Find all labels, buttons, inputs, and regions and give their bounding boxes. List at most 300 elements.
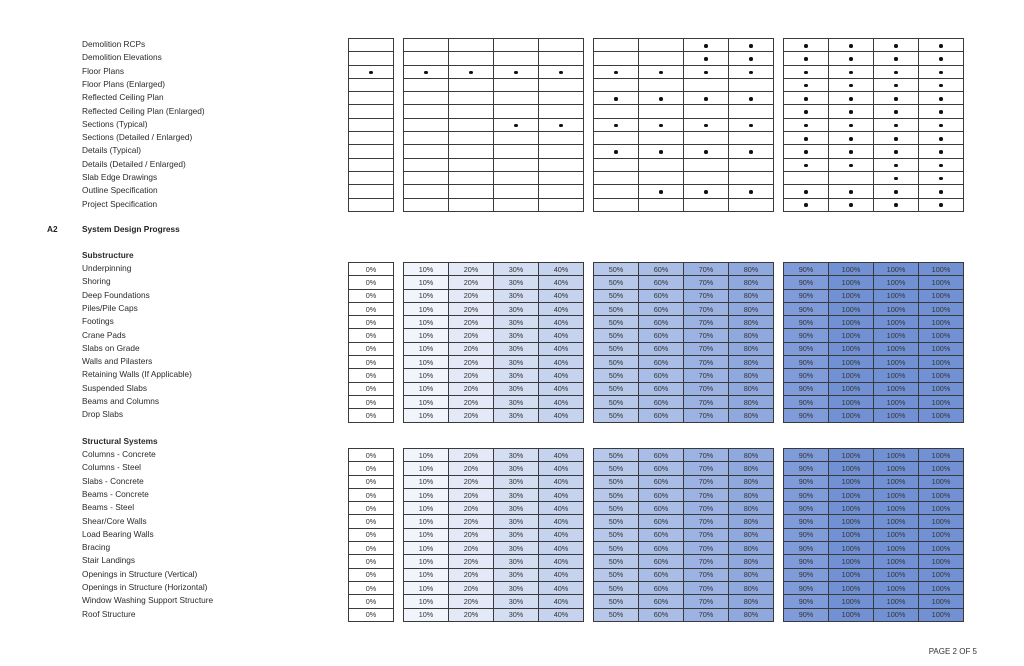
progress-cell: 70% <box>684 449 729 462</box>
bullet-dot-icon <box>939 150 943 154</box>
deliverable-cell <box>729 198 774 211</box>
deliverable-cell <box>729 118 774 131</box>
bullet-dot-icon <box>804 203 808 207</box>
deliverable-cell <box>639 171 684 184</box>
table-row <box>349 542 394 555</box>
bullet-dot-icon <box>849 110 853 114</box>
deliverable-cell <box>639 105 684 118</box>
progress-cell: 90% <box>784 316 829 329</box>
progress-cell: 70% <box>684 515 729 528</box>
table-row <box>404 382 584 395</box>
table-row <box>784 608 964 621</box>
deliverable-cell <box>449 132 494 145</box>
deliverable-cell <box>684 171 729 184</box>
deliverable-cell <box>684 158 729 171</box>
progress-cell: 30% <box>494 608 539 621</box>
progress-cell: 100% <box>829 488 874 501</box>
deliverable-cell <box>494 118 539 131</box>
progress-cell: 0% <box>349 302 394 315</box>
progress-cell: 80% <box>729 369 774 382</box>
deliverable-cell <box>594 198 639 211</box>
progress-cell: 10% <box>404 502 449 515</box>
deliverables-group-3 <box>783 38 964 212</box>
progress-cell: 20% <box>449 316 494 329</box>
bullet-dot-icon <box>849 137 853 141</box>
deliverable-cell <box>874 185 919 198</box>
bullet-dot-icon <box>804 97 808 101</box>
table-row <box>594 118 774 131</box>
table-row <box>404 185 584 198</box>
deliverables-group-2 <box>593 38 774 212</box>
table-row <box>594 462 774 475</box>
substructure-group-0 <box>348 262 394 423</box>
progress-cell: 80% <box>729 528 774 541</box>
table-row <box>784 369 964 382</box>
bullet-dot-icon <box>939 110 943 114</box>
bullet-dot-icon <box>704 124 708 128</box>
table-row <box>404 528 584 541</box>
bullet-dot-icon <box>939 177 943 181</box>
progress-cell: 80% <box>729 289 774 302</box>
table-row <box>784 395 964 408</box>
progress-cell: 0% <box>349 395 394 408</box>
table-row <box>404 488 584 501</box>
progress-cell: 100% <box>829 395 874 408</box>
deliverable-cell <box>494 65 539 78</box>
bullet-dot-icon <box>849 150 853 154</box>
bullet-dot-icon <box>704 44 708 48</box>
table-row <box>349 502 394 515</box>
deliverable-cell <box>404 198 449 211</box>
progress-cell: 50% <box>594 276 639 289</box>
progress-cell: 90% <box>784 356 829 369</box>
progress-cell: 80% <box>729 488 774 501</box>
progress-cell: 10% <box>404 409 449 422</box>
progress-cell: 100% <box>874 608 919 621</box>
table-row <box>349 515 394 528</box>
deliverable-cell <box>919 78 964 91</box>
progress-cell: 90% <box>784 289 829 302</box>
progress-cell: 10% <box>404 581 449 594</box>
bullet-dot-icon <box>849 44 853 48</box>
progress-cell: 90% <box>784 515 829 528</box>
table-row <box>404 409 584 422</box>
progress-cell: 70% <box>684 316 729 329</box>
table-row <box>404 542 584 555</box>
deliverable-cell <box>404 145 449 158</box>
deliverable-cell <box>874 198 919 211</box>
deliverable-cell <box>874 132 919 145</box>
deliverable-cell <box>494 185 539 198</box>
table-row <box>594 409 774 422</box>
deliverable-cell <box>829 145 874 158</box>
bullet-dot-icon <box>849 124 853 128</box>
table-row <box>349 65 394 78</box>
bullet-dot-icon <box>894 177 898 181</box>
table-row <box>784 475 964 488</box>
progress-cell: 30% <box>494 515 539 528</box>
deliverable-cell <box>404 105 449 118</box>
progress-cell: 70% <box>684 329 729 342</box>
table-row <box>404 52 584 65</box>
deliverable-cell <box>829 198 874 211</box>
table-row <box>404 555 584 568</box>
row-label: Load Bearing Walls <box>82 528 154 539</box>
progress-cell: 40% <box>539 342 584 355</box>
progress-cell: 0% <box>349 329 394 342</box>
deliverable-cell <box>449 158 494 171</box>
bullet-dot-icon <box>849 84 853 88</box>
progress-cell: 50% <box>594 356 639 369</box>
progress-cell: 60% <box>639 329 684 342</box>
progress-cell: 30% <box>494 356 539 369</box>
deliverable-cell <box>539 198 584 211</box>
bullet-dot-icon <box>849 71 853 75</box>
progress-cell: 100% <box>919 449 964 462</box>
table-row <box>404 145 584 158</box>
bullet-dot-icon <box>939 97 943 101</box>
progress-cell: 0% <box>349 316 394 329</box>
table-row <box>404 65 584 78</box>
structural-group-1 <box>403 448 584 622</box>
deliverable-cell <box>784 105 829 118</box>
deliverable-cell <box>919 171 964 184</box>
deliverables-group-0 <box>348 38 394 212</box>
deliverable-cell <box>729 185 774 198</box>
progress-cell: 70% <box>684 342 729 355</box>
bullet-dot-icon <box>514 71 518 75</box>
bullet-dot-icon <box>849 97 853 101</box>
progress-cell: 50% <box>594 382 639 395</box>
deliverable-cell <box>874 39 919 52</box>
row-label: Underpinning <box>82 263 132 273</box>
row-label: Window Washing Support Structure <box>82 595 214 606</box>
progress-cell: 50% <box>594 302 639 315</box>
progress-cell: 20% <box>449 488 494 501</box>
deliverable-cell <box>494 105 539 118</box>
row-label: Details (Detailed / Enlarged) <box>82 158 186 169</box>
progress-cell: 10% <box>404 449 449 462</box>
progress-cell: 100% <box>919 342 964 355</box>
progress-cell: 50% <box>594 488 639 501</box>
table-row <box>784 263 964 276</box>
table-row <box>404 302 584 315</box>
progress-cell: 100% <box>874 395 919 408</box>
table-row <box>594 263 774 276</box>
table-row <box>594 356 774 369</box>
bullet-dot-icon <box>804 57 808 61</box>
progress-cell: 100% <box>874 329 919 342</box>
table-row <box>349 462 394 475</box>
progress-cell: 60% <box>639 568 684 581</box>
row-label: Bracing <box>82 542 111 553</box>
progress-cell: 20% <box>449 382 494 395</box>
progress-cell: 100% <box>919 528 964 541</box>
deliverable-cell <box>449 105 494 118</box>
progress-cell: 100% <box>874 502 919 515</box>
progress-cell: 40% <box>539 316 584 329</box>
bullet-dot-icon <box>614 150 618 154</box>
progress-cell: 50% <box>594 528 639 541</box>
progress-cell: 60% <box>639 608 684 621</box>
progress-cell: 50% <box>594 608 639 621</box>
table-row <box>594 329 774 342</box>
progress-cell: 60% <box>639 382 684 395</box>
progress-cell: 90% <box>784 329 829 342</box>
progress-cell: 10% <box>404 515 449 528</box>
deliverable-cell <box>449 39 494 52</box>
progress-cell: 60% <box>639 395 684 408</box>
deliverable-cell <box>829 92 874 105</box>
progress-cell: 100% <box>919 329 964 342</box>
table-row <box>594 395 774 408</box>
deliverable-cell <box>874 92 919 105</box>
deliverable-cell <box>539 132 584 145</box>
deliverable-cell <box>494 52 539 65</box>
deliverable-cell <box>404 171 449 184</box>
progress-cell: 50% <box>594 595 639 608</box>
row-label: Slabs on Grade <box>82 342 140 353</box>
progress-cell: 100% <box>829 475 874 488</box>
progress-cell: 0% <box>349 369 394 382</box>
deliverable-cell <box>919 105 964 118</box>
deliverable-cell <box>404 52 449 65</box>
progress-cell: 100% <box>829 595 874 608</box>
table-row <box>784 409 964 422</box>
row-label: Footings <box>82 316 114 327</box>
deliverable-cell <box>684 198 729 211</box>
progress-cell: 40% <box>539 542 584 555</box>
progress-cell: 0% <box>349 475 394 488</box>
progress-cell: 10% <box>404 528 449 541</box>
deliverable-cell <box>729 39 774 52</box>
deliverable-cell <box>829 65 874 78</box>
deliverable-cell <box>594 145 639 158</box>
progress-cell: 40% <box>539 395 584 408</box>
table-row <box>349 329 394 342</box>
progress-cell: 60% <box>639 302 684 315</box>
progress-cell: 0% <box>349 502 394 515</box>
deliverable-cell <box>539 145 584 158</box>
deliverable-cell <box>494 158 539 171</box>
progress-cell: 40% <box>539 263 584 276</box>
progress-cell: 40% <box>539 528 584 541</box>
deliverable-cell <box>684 39 729 52</box>
table-row <box>404 171 584 184</box>
deliverable-cell <box>539 158 584 171</box>
deliverable-cell <box>684 185 729 198</box>
deliverable-cell <box>639 52 684 65</box>
deliverable-cell <box>784 65 829 78</box>
bullet-dot-icon <box>894 137 898 141</box>
progress-cell: 0% <box>349 276 394 289</box>
progress-cell: 100% <box>874 382 919 395</box>
bullet-dot-icon <box>849 203 853 207</box>
bullet-dot-icon <box>804 44 808 48</box>
progress-cell: 40% <box>539 502 584 515</box>
progress-cell: 70% <box>684 595 729 608</box>
progress-cell: 100% <box>874 289 919 302</box>
progress-cell: 90% <box>784 528 829 541</box>
progress-cell: 60% <box>639 502 684 515</box>
progress-cell: 90% <box>784 608 829 621</box>
row-label: Shear/Core Walls <box>82 515 147 526</box>
deliverable-cell <box>349 185 394 198</box>
row-label: Reflected Ceiling Plan (Enlarged) <box>82 105 205 116</box>
progress-cell: 60% <box>639 528 684 541</box>
deliverable-cell <box>684 78 729 91</box>
bullet-dot-icon <box>559 71 563 75</box>
bullet-dot-icon <box>749 97 753 101</box>
row-label: Demolition Elevations <box>82 52 162 63</box>
deliverable-cell <box>639 39 684 52</box>
deliverable-cell <box>919 185 964 198</box>
deliverable-cell <box>404 118 449 131</box>
progress-cell: 70% <box>684 502 729 515</box>
bullet-dot-icon <box>749 71 753 75</box>
progress-cell: 0% <box>349 528 394 541</box>
deliverable-cell <box>639 158 684 171</box>
deliverable-cell <box>404 132 449 145</box>
table-row <box>404 462 584 475</box>
progress-cell: 60% <box>639 555 684 568</box>
table-row <box>349 52 394 65</box>
deliverable-cell <box>729 92 774 105</box>
progress-cell: 20% <box>449 342 494 355</box>
table-row <box>594 528 774 541</box>
progress-cell: 30% <box>494 302 539 315</box>
bullet-dot-icon <box>894 97 898 101</box>
table-row <box>404 369 584 382</box>
deliverable-cell <box>684 145 729 158</box>
deliverable-cell <box>639 185 684 198</box>
progress-cell: 60% <box>639 409 684 422</box>
section-title: System Design Progress <box>82 224 180 234</box>
bullet-dot-icon <box>804 71 808 75</box>
progress-cell: 70% <box>684 528 729 541</box>
table-row <box>349 132 394 145</box>
progress-cell: 0% <box>349 595 394 608</box>
row-label: Openings in Structure (Vertical) <box>82 568 198 579</box>
progress-cell: 100% <box>829 555 874 568</box>
table-row <box>784 52 964 65</box>
progress-cell: 40% <box>539 329 584 342</box>
table-row <box>594 198 774 211</box>
progress-cell: 0% <box>349 356 394 369</box>
table-row <box>594 502 774 515</box>
progress-cell: 100% <box>919 581 964 594</box>
progress-cell: 100% <box>919 369 964 382</box>
progress-cell: 100% <box>874 449 919 462</box>
structural-systems-heading: Structural Systems <box>82 436 158 446</box>
bullet-dot-icon <box>939 84 943 88</box>
progress-cell: 100% <box>829 449 874 462</box>
deliverable-cell <box>874 145 919 158</box>
progress-cell: 90% <box>784 263 829 276</box>
bullet-dot-icon <box>659 71 663 75</box>
progress-cell: 20% <box>449 263 494 276</box>
table-row <box>784 581 964 594</box>
bullet-dot-icon <box>749 124 753 128</box>
progress-cell: 100% <box>874 581 919 594</box>
deliverable-cell <box>349 171 394 184</box>
table-row <box>349 105 394 118</box>
bullet-dot-icon <box>704 97 708 101</box>
progress-cell: 20% <box>449 356 494 369</box>
row-label: Reflected Ceiling Plan <box>82 92 164 103</box>
deliverable-cell <box>829 39 874 52</box>
progress-cell: 20% <box>449 502 494 515</box>
table-row <box>404 263 584 276</box>
progress-cell: 80% <box>729 595 774 608</box>
progress-cell: 80% <box>729 316 774 329</box>
deliverable-cell <box>639 78 684 91</box>
deliverable-cell <box>494 78 539 91</box>
bullet-dot-icon <box>939 44 943 48</box>
deliverable-cell <box>449 198 494 211</box>
progress-cell: 70% <box>684 581 729 594</box>
progress-cell: 20% <box>449 581 494 594</box>
progress-cell: 10% <box>404 369 449 382</box>
progress-cell: 20% <box>449 329 494 342</box>
bullet-dot-icon <box>559 124 563 128</box>
row-label: Shoring <box>82 276 111 287</box>
bullet-dot-icon <box>804 84 808 88</box>
bullet-dot-icon <box>614 71 618 75</box>
progress-cell: 30% <box>494 488 539 501</box>
progress-cell: 50% <box>594 316 639 329</box>
progress-cell: 30% <box>494 329 539 342</box>
deliverable-cell <box>729 145 774 158</box>
deliverable-cell <box>539 52 584 65</box>
progress-cell: 10% <box>404 356 449 369</box>
table-row <box>784 528 964 541</box>
row-label: Slabs - Concrete <box>82 475 144 486</box>
progress-cell: 80% <box>729 382 774 395</box>
table-row <box>349 118 394 131</box>
table-row <box>594 316 774 329</box>
progress-cell: 90% <box>784 409 829 422</box>
progress-cell: 50% <box>594 542 639 555</box>
bullet-dot-icon <box>939 124 943 128</box>
table-row <box>594 555 774 568</box>
deliverable-cell <box>349 52 394 65</box>
table-row <box>404 475 584 488</box>
progress-cell: 100% <box>829 515 874 528</box>
progress-cell: 100% <box>919 542 964 555</box>
progress-cell: 40% <box>539 302 584 315</box>
deliverable-cell <box>349 198 394 211</box>
progress-cell: 100% <box>829 276 874 289</box>
progress-cell: 30% <box>494 342 539 355</box>
progress-cell: 50% <box>594 329 639 342</box>
deliverable-cell <box>784 198 829 211</box>
progress-cell: 60% <box>639 488 684 501</box>
deliverable-cell <box>349 118 394 131</box>
progress-cell: 80% <box>729 276 774 289</box>
progress-cell: 100% <box>919 555 964 568</box>
progress-cell: 10% <box>404 382 449 395</box>
progress-cell: 90% <box>784 568 829 581</box>
substructure-heading: Substructure <box>82 250 134 260</box>
progress-cell: 10% <box>404 475 449 488</box>
progress-cell: 20% <box>449 276 494 289</box>
table-row <box>404 395 584 408</box>
deliverable-cell <box>919 39 964 52</box>
bullet-dot-icon <box>704 150 708 154</box>
bullet-dot-icon <box>894 203 898 207</box>
table-row <box>349 145 394 158</box>
